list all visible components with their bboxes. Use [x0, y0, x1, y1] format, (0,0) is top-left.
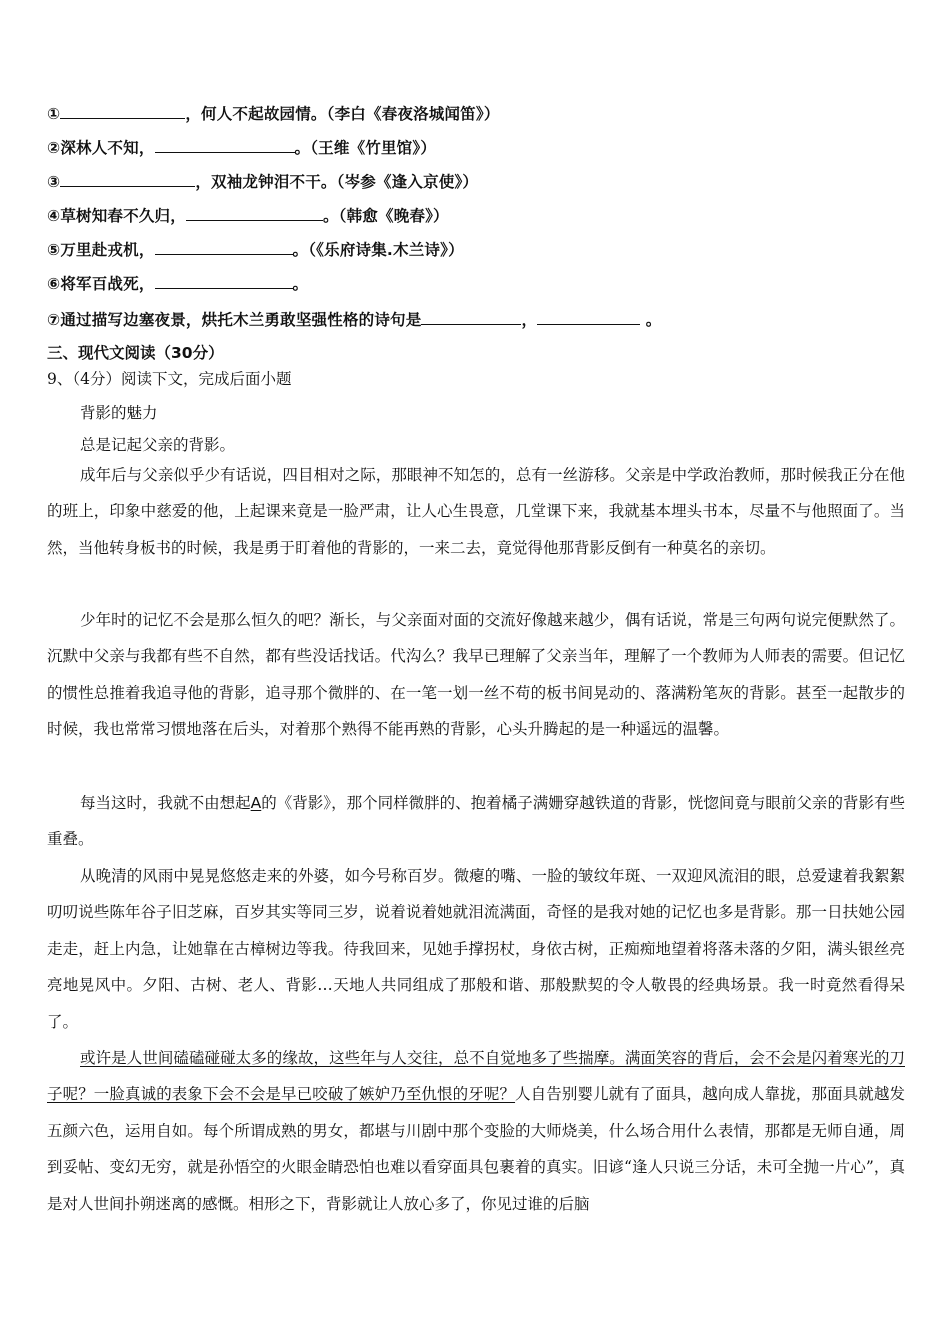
question-text: 将军百战死，	[60, 275, 155, 293]
question-text: 草树知春不久归，	[60, 207, 186, 225]
article-paragraph: 从晚清的风雨中晃晃悠悠走来的外婆，如今号称百岁。微瘪的嘴、一脸的皱纹年斑、一双迎风流泪的眼，总爱逮着我絮絮叨叨说些陈年谷子旧芝麻，百岁其实等同三岁，说着说着她就泪流满面，奇怪的是我对她的记忆也多是背影。那一日扶她公园走走，赶上内急，让她靠在古樟树边等我。待我回来，见她手撑拐杖，身依古树，正痴痴地望着将落未落的夕阳，满头银丝亮亮地晃风中。夕阳、古树、老人、背影…天地人共同组成了那般和谐、那般默契的令人敬畏的经典场景。我一时竟然看得呆了。	[47, 867, 905, 1031]
fill-in-question-4	[47, 204, 449, 226]
question-number: ④	[47, 207, 61, 225]
fill-in-question-7	[47, 308, 661, 330]
question-number: ⑤	[47, 241, 61, 259]
article-title: 背影的魅力	[80, 404, 158, 422]
article-paragraph: 少年时的记忆不会是那么恒久的吧？渐长，与父亲面对面的交流好像越来越少，偶有话说，常是三句两句说完便默然了。沉默中父亲与我都有些不自然，都有些没话找话。代沟么？我早已理解了父亲当年，理解了一个教师为人师表的需要。但记忆的惯性总推着我追寻他的背影，追寻那个微胖的、在一笔一划一丝不苟的板书间晃动的、落满粉笔灰的背影。甚至一起散步的时候，我也常常习惯地落在后头，对着那个熟得不能再熟的背影，心头升腾起的是一种遥远的温馨。	[47, 611, 905, 739]
question-text: ，	[521, 311, 538, 329]
answer-blank[interactable]	[60, 104, 185, 119]
fill-in-question-1	[47, 102, 500, 124]
question-text: 通过描写边塞夜景，烘托木兰勇敢坚强性格的诗句是	[60, 311, 422, 329]
paragraph-text: 的《背影》，那个同样微胖的、抱着橘子满姗穿越铁道的背影，恍惚间竟与眼前父亲的背影有些重叠。	[47, 794, 905, 849]
question-text: ，双袖龙钟泪不干。（岑参《逢入京使》）	[195, 173, 479, 191]
fill-in-question-3	[47, 170, 478, 192]
question-number: ⑦	[47, 311, 61, 329]
underlined-sentence: 或许是人世间磕磕碰碰太多的缘故，这些年与人交往，总不自觉地多了些揣摩。满面笑容的背后，会不会是闪着寒光的刀子呢？一脸真诚的表象下会不会是早已咬破了嫉妒乃至仇恨的牙呢？	[47, 1049, 905, 1104]
answer-blank[interactable]	[186, 206, 323, 221]
section-title: 三、现代文阅读（30分）	[47, 344, 224, 362]
question-number: ③	[47, 173, 61, 191]
reading-question-header: 9、（4分）阅读下文，完成后面小题	[47, 370, 292, 388]
article-opening: 总是记起父亲的背影。	[80, 436, 236, 454]
question-number: ①	[47, 105, 61, 123]
question-text: 。	[292, 275, 309, 293]
question-number: ②	[47, 139, 61, 157]
paragraph-text: 人自告别婴儿就有了面具，越向成人靠拢，那面具就越发五颜六色，运用自如。每个所谓成熟的男女，都堪与川剧中那个变脸的大师烧美，什么场合用什么表情，那都是无师自通，周到妥帖、变幻无穷，就是孙悟空的火眼金睛恐怕也难以看穿面具包裹着的真实。旧谚“逢人只说三分话，未可全抛一片心”，真是对人世间扑朔迷离的感慨。相形之下，背影就让人放心多了，你见过谁的后脑	[47, 1085, 905, 1213]
question-text: 万里赴戎机，	[60, 241, 155, 259]
answer-blank[interactable]	[155, 240, 293, 255]
paragraph-text: 每当这时，我就不由想起	[80, 794, 251, 812]
article-paragraph	[47, 785, 905, 858]
question-number: ⑥	[47, 275, 61, 293]
fill-in-question-6	[47, 272, 308, 294]
question-text: 。（王维《竹里馆》）	[294, 139, 437, 157]
fill-in-question-2	[47, 136, 436, 158]
question-text: 。	[640, 311, 662, 329]
answer-blank[interactable]	[537, 310, 640, 325]
answer-blank[interactable]	[421, 310, 521, 325]
question-text: ，何人不起故园情。（李白《春夜洛城闻笛》）	[185, 105, 500, 123]
fill-in-question-5	[47, 238, 464, 260]
answer-blank[interactable]	[155, 138, 295, 153]
question-text: 。（《乐府诗集.木兰诗》）	[292, 241, 464, 259]
marked-blank-a: A	[250, 794, 262, 812]
answer-blank[interactable]	[155, 274, 293, 289]
question-text: 深林人不知，	[60, 139, 155, 157]
article-paragraph	[47, 1040, 905, 1222]
question-text: 。（韩愈《晚春》）	[322, 207, 449, 225]
article-paragraph: 成年后与父亲似乎少有话说，四目相对之际，那眼神不知怎的，总有一丝游移。父亲是中学政治教师，那时候我正分在他的班上，印象中慈爱的他，上起课来竟是一脸严肃，让人心生畏意，几堂课下来，我就基本埋头书本，尽量不与他照面了。当然，当他转身板书的时候，我是勇于盯着他的背影的，一来二去，竟觉得他那背影反倒有一种莫名的亲切。	[47, 466, 905, 557]
answer-blank[interactable]	[60, 172, 195, 187]
